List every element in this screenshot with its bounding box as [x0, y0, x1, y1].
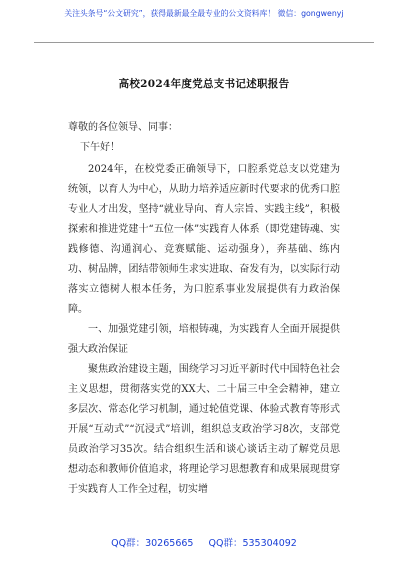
salutation: 尊敬的各位领导、同事： — [68, 122, 178, 133]
document-title: 高校2024年度党总支书记述职报告 — [118, 78, 290, 90]
footer — [0, 535, 408, 549]
body-paragraphs — [68, 160, 340, 500]
header-banner: 关注头条号“公文研究”，获得最新最全最专业的公文资料库！ 微信：gongwenyj — [64, 9, 344, 18]
qq-group-1: QQ群：30265665 — [111, 538, 194, 549]
qq-group-2: QQ群：535304092 — [208, 538, 297, 549]
paragraph: 聚焦政治建设主题，围绕学习习近平新时代中国特色社会主义思想，贯彻落实党的XX大、二十届三中全会精神，建立多层次、常态化学习机制，通过轮值党课、体验式教育等形式开展“互动式”“沉浸式”培训，组织总支政治学习8次，支部党员政治学习35次。结合组织生活和谈心谈话主动了解党员思想动态和教师价值追求，将理论学习思想教育和成果展现贯穿于实践育人工作全过程，切实增 — [68, 364, 340, 495]
greeting: 下午好！ — [80, 142, 120, 153]
header-divider — [34, 42, 374, 43]
paragraph: 2024年，在校党委正确领导下，口腔系党总支以党建为统领，以育人为中心，从助力培养适应新时代要求的优秀口腔专业人才出发，坚持“就业导向、育人宗旨、实践主线”，积极探索和推进党建十“五位一体”实践育人体系（即党建铸魂、实践修德、沟通润心、竞赛赋能、运动强身），奔基础、练内功、树品牌，团结带领师生求实进取、奋发有为，以实际行动落实立德树人根本任务，为口腔系事业发展提供有力政治保障。 — [68, 164, 340, 315]
section-heading: 一、加强党建引领，培根铸魂，为实践育人全面开展提供强大政治保证 — [68, 324, 340, 355]
